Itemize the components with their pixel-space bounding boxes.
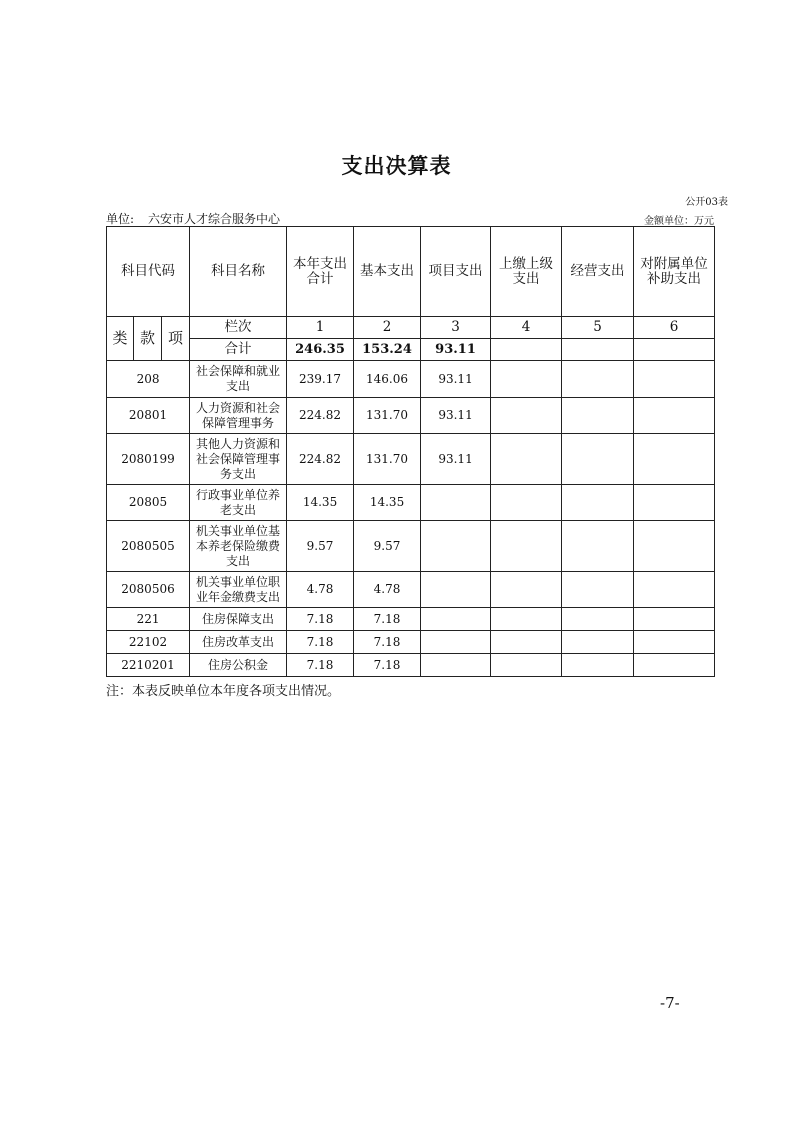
row-value <box>491 631 562 654</box>
subheader-kuan: 款 <box>134 317 162 361</box>
row-value: 146.06 <box>354 361 421 398</box>
unit-info <box>106 210 280 227</box>
unit-name: 六安市人才综合服务中心 <box>148 212 281 226</box>
row-value: 131.70 <box>354 434 421 485</box>
row-value <box>421 572 491 608</box>
header-name: 科目名称 <box>190 227 287 317</box>
row-value <box>421 654 491 677</box>
subheader-lei: 类 <box>107 317 134 361</box>
header-col: 项目支出 <box>421 227 491 317</box>
unit-label: 单位: <box>106 212 135 226</box>
row-value: 224.82 <box>287 398 354 434</box>
row-value: 7.18 <box>354 631 421 654</box>
row-code: 2080505 <box>107 521 190 572</box>
row-code: 208 <box>107 361 190 398</box>
row-value: 93.11 <box>421 361 491 398</box>
row-value <box>491 398 562 434</box>
total-value <box>491 339 562 361</box>
column-number: 4 <box>491 317 562 339</box>
total-value: 93.11 <box>421 339 491 361</box>
column-number: 1 <box>287 317 354 339</box>
subheader-row <box>107 317 715 339</box>
total-value: 246.35 <box>287 339 354 361</box>
row-value: 14.35 <box>354 485 421 521</box>
row-value <box>491 521 562 572</box>
row-value <box>634 608 715 631</box>
row-name: 其他人力资源和社会保障管理事务支出 <box>190 434 287 485</box>
table-note: 注：本表反映单位本年度各项支出情况。 <box>106 684 341 699</box>
table-row <box>107 608 715 631</box>
row-value <box>634 361 715 398</box>
row-value <box>562 654 634 677</box>
row-value <box>562 398 634 434</box>
row-value <box>634 654 715 677</box>
row-code: 20801 <box>107 398 190 434</box>
header-col: 本年支出合计 <box>287 227 354 317</box>
page-number: -7- <box>660 994 680 1012</box>
row-name: 人力资源和社会保障管理事务 <box>190 398 287 434</box>
table-row <box>107 572 715 608</box>
unit-line <box>106 210 714 226</box>
row-value <box>421 608 491 631</box>
column-number: 6 <box>634 317 715 339</box>
row-value: 7.18 <box>287 608 354 631</box>
header-col: 基本支出 <box>354 227 421 317</box>
column-number: 3 <box>421 317 491 339</box>
column-number: 2 <box>354 317 421 339</box>
row-value <box>491 654 562 677</box>
row-name: 机关事业单位基本养老保险缴费支出 <box>190 521 287 572</box>
table-row <box>107 485 715 521</box>
total-value: 153.24 <box>354 339 421 361</box>
expenditure-table <box>106 226 715 677</box>
row-value: 4.78 <box>287 572 354 608</box>
row-value <box>491 608 562 631</box>
row-name: 社会保障和就业支出 <box>190 361 287 398</box>
total-row <box>107 339 715 361</box>
column-number: 5 <box>562 317 634 339</box>
table-row <box>107 631 715 654</box>
table-row <box>107 654 715 677</box>
row-name: 住房保障支出 <box>190 608 287 631</box>
header-row <box>107 227 715 317</box>
subheader-lanci: 栏次 <box>190 317 287 339</box>
table-row <box>107 434 715 485</box>
header-code: 科目代码 <box>107 227 190 317</box>
row-name: 住房改革支出 <box>190 631 287 654</box>
amount-unit: 金额单位：万元 <box>644 216 714 227</box>
row-value <box>634 434 715 485</box>
subheader-xiang: 项 <box>162 317 190 361</box>
row-code: 221 <box>107 608 190 631</box>
form-number: 公开03表 <box>685 197 728 208</box>
row-code: 22102 <box>107 631 190 654</box>
header-col: 经营支出 <box>562 227 634 317</box>
row-value: 14.35 <box>287 485 354 521</box>
row-value <box>562 485 634 521</box>
row-value <box>421 631 491 654</box>
table-row <box>107 521 715 572</box>
row-value: 224.82 <box>287 434 354 485</box>
total-value <box>634 339 715 361</box>
row-value: 7.18 <box>354 608 421 631</box>
row-value <box>562 572 634 608</box>
header-col: 对附属单位补助支出 <box>634 227 715 317</box>
row-value: 7.18 <box>287 631 354 654</box>
row-code: 2080506 <box>107 572 190 608</box>
table-row <box>107 361 715 398</box>
table-row <box>107 398 715 434</box>
row-value: 131.70 <box>354 398 421 434</box>
row-value <box>634 572 715 608</box>
row-name: 机关事业单位职业年金缴费支出 <box>190 572 287 608</box>
row-value: 93.11 <box>421 398 491 434</box>
row-value: 9.57 <box>354 521 421 572</box>
row-value <box>421 485 491 521</box>
header-col: 上缴上级支出 <box>491 227 562 317</box>
row-value <box>421 521 491 572</box>
row-code: 2080199 <box>107 434 190 485</box>
row-value <box>634 398 715 434</box>
total-value <box>562 339 634 361</box>
row-value <box>634 485 715 521</box>
row-value: 93.11 <box>421 434 491 485</box>
row-name: 住房公积金 <box>190 654 287 677</box>
row-value <box>634 631 715 654</box>
row-value <box>562 434 634 485</box>
row-value <box>491 572 562 608</box>
row-value <box>491 361 562 398</box>
row-value: 7.18 <box>287 654 354 677</box>
row-code: 20805 <box>107 485 190 521</box>
row-value: 4.78 <box>354 572 421 608</box>
row-value: 7.18 <box>354 654 421 677</box>
row-value <box>491 434 562 485</box>
row-value <box>634 521 715 572</box>
row-value <box>562 521 634 572</box>
row-value <box>562 608 634 631</box>
row-value <box>562 631 634 654</box>
total-label: 合计 <box>190 339 287 361</box>
row-value: 239.17 <box>287 361 354 398</box>
page-title: 支出决算表 <box>341 154 452 178</box>
row-name: 行政事业单位养老支出 <box>190 485 287 521</box>
row-value: 9.57 <box>287 521 354 572</box>
row-value <box>562 361 634 398</box>
row-code: 2210201 <box>107 654 190 677</box>
row-value <box>491 485 562 521</box>
